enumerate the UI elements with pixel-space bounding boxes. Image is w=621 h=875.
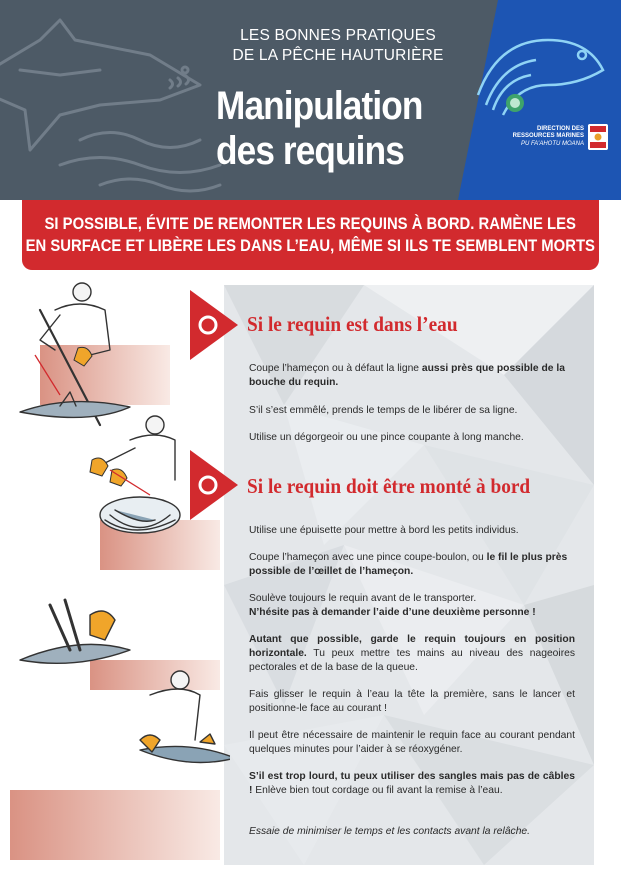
logo-line-1: DIRECTION DES <box>536 126 584 132</box>
bold-span: Autant que possible, garde le requin toujours en position horizontale. <box>249 634 575 659</box>
section-2-paragraph-8 <box>249 825 575 839</box>
title-line-2: des requins <box>216 129 404 173</box>
polynesia-seal-icon <box>588 124 608 150</box>
text-span: Tu peux mettre tes mains au niveau des nageoires pectorales et de la base de la queue. <box>249 648 575 673</box>
title-line-1: Manipulation <box>216 84 423 128</box>
header <box>0 0 621 200</box>
bold-span: N’hésite pas à demander l’aide d’une deuxième personne ! <box>249 607 536 618</box>
text-span: Enlève bien tout cordage ou fil avant la remise à l’eau. <box>252 785 503 796</box>
page-title <box>216 84 422 174</box>
section-1-heading: Si le requin est dans l’eau <box>247 312 458 336</box>
logo-line-3: PU FA'AHOTU MOANA <box>520 141 584 147</box>
section-2-paragraph-2 <box>249 551 575 579</box>
section-1-paragraph-3: Utilise un dégorgeoir ou une pince coupante à long manche. <box>249 432 524 443</box>
shark-handling-illustrations <box>0 280 230 875</box>
bold-span: aussi près que possible de la bouche du requin. <box>249 363 565 388</box>
text-span: Soulève toujours le requin avant de le transporter. <box>249 593 477 604</box>
text-span: Coupe l’hameçon avec une pince coupe-boulon, ou <box>249 552 487 563</box>
italic-span: Essaie de minimiser le temps et les contacts avant la relâche. <box>249 826 531 837</box>
header-subtitle <box>218 26 458 66</box>
bold-span: le fil le plus près possible de l’œillet de l’hameçon. <box>249 552 568 577</box>
banner-line-1: SI POSSIBLE, ÉVITE DE REMONTER LES REQUINS À BORD. RAMÈNE LES <box>44 215 577 233</box>
logo-text <box>488 126 584 148</box>
subtitle-line-1: LES BONNES PRATIQUES <box>240 27 436 44</box>
section-2-paragraph-3 <box>249 592 575 620</box>
logo-line-2: RESSOURCES MARINES <box>512 133 584 139</box>
bold-span: S’il est trop lourd, tu peux utiliser des sangles mais pas de câbles ! <box>249 771 575 796</box>
banner-line-2: EN SURFACE ET LIBÈRE LES DANS L’EAU, MÊME SI ILS TE SEMBLENT MORTS <box>25 237 596 255</box>
section-2-heading: Si le requin doit être monté à bord <box>247 474 531 498</box>
warning-banner <box>22 200 599 270</box>
fish-logo-icon <box>458 0 621 200</box>
section-2-paragraph-4 <box>249 633 575 675</box>
section-1-paragraph-1 <box>249 362 575 390</box>
section-1-paragraph-2: S’il s’est emmêlé, prends le temps de le libérer de sa ligne. <box>249 405 518 416</box>
text-span: Coupe l’hameçon ou à défaut la ligne <box>249 363 422 374</box>
section-2-paragraph-5: Fais glisser le requin à l’eau la tête la première, sans le lancer et positionne-le face au courant ! <box>249 689 575 714</box>
section-2-paragraph-7 <box>249 770 575 798</box>
section-2-paragraph-1: Utilise une épuisette pour mettre à bord les petits individus. <box>249 525 519 536</box>
logo-panel <box>458 0 621 200</box>
subtitle-line-2: DE LA PÊCHE HAUTURIÈRE <box>232 47 444 64</box>
section-2-paragraph-6: Il peut être nécessaire de maintenir le requin face au courant pendant quelques minutes pour l’aider à se réoxygéner. <box>249 730 575 755</box>
